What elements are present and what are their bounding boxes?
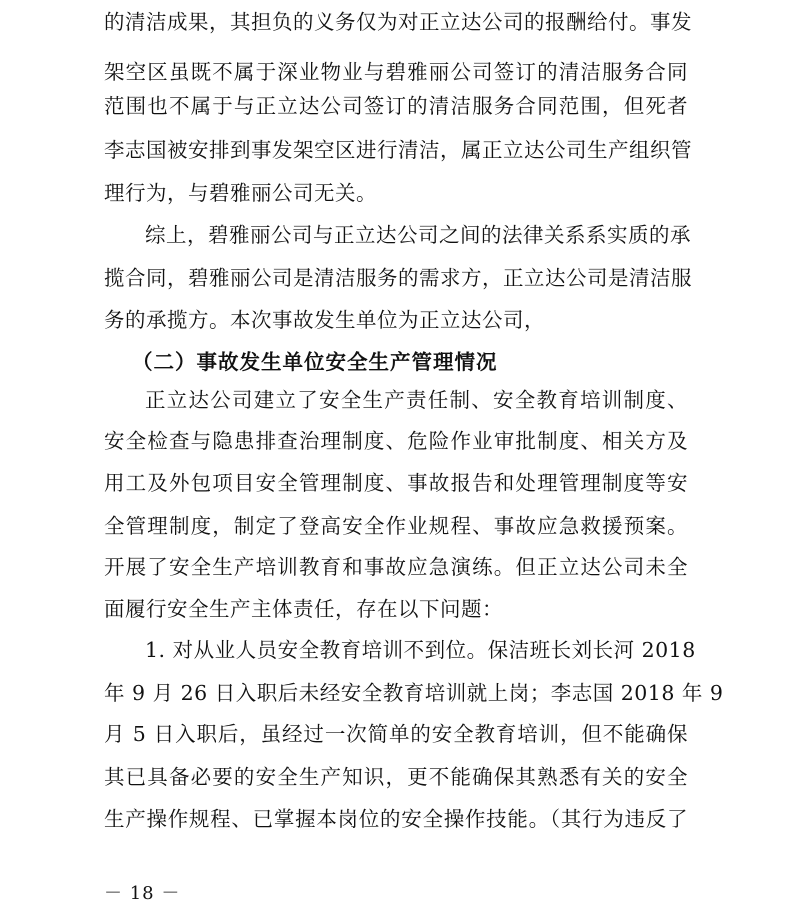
body-text-line: 1. 对从业人员安全教育培训不到位。保洁班长刘长河 2018 (145, 638, 696, 662)
body-text-line: 综上，碧雅丽公司与正立达公司之间的法律关系系实质的承 (145, 223, 691, 247)
body-text-line: 架空区虽既不属于深业物业与碧雅丽公司签订的清洁服务合同 (104, 60, 688, 84)
body-text-line: 安全检查与隐患排查治理制度、危险作业审批制度、相关方及 (104, 429, 688, 453)
body-text-line: 年 9 月 26 日入职后未经安全教育培训就上岗；李志国 2018 年 9 (104, 681, 724, 705)
body-text-line: 范围也不属于与正立达公司签订的清洁服务合同范围，但死者 (104, 94, 688, 118)
body-text-line: 生产操作规程、已掌握本岗位的安全操作技能。（其行为违反了 (104, 807, 688, 831)
body-text-line: 开展了安全生产培训教育和事故应急演练。但正立达公司未全 (104, 555, 688, 579)
body-text-line: 李志国被安排到事发架空区进行清洁，属正立达公司生产组织管 (104, 138, 692, 162)
body-text-line: 全管理制度，制定了登高安全作业规程、事故应急救援预案。 (104, 514, 688, 538)
body-text-line: 正立达公司建立了安全生产责任制、安全教育培训制度、 (145, 388, 688, 412)
body-text-line: 理行为，与碧雅丽公司无关。 (104, 181, 377, 205)
body-text-line: 其已具备必要的安全生产知识，更不能确保其熟悉有关的安全 (104, 765, 688, 789)
body-text-line: 务的承揽方。本次事故发生单位为正立达公司， (104, 308, 545, 332)
section-heading: （二）事故发生单位安全生产管理情况 (132, 350, 498, 374)
body-text-line: 月 5 日入职后，虽经过一次简单的安全教育培训，但不能确保 (104, 722, 688, 746)
page-number: － 18 － (104, 883, 181, 904)
body-text-line: 揽合同，碧雅丽公司是清洁服务的需求方，正立达公司是清洁服 (104, 266, 692, 290)
body-text-line: 用工及外包项目安全管理制度、事故报告和处理管理制度等安 (104, 471, 688, 495)
body-text-line: 面履行安全生产主体责任，存在以下问题： (104, 597, 503, 621)
body-text-line: 的清洁成果，其担负的义务仅为对正立达公司的报酬给付。事发 (104, 10, 692, 34)
